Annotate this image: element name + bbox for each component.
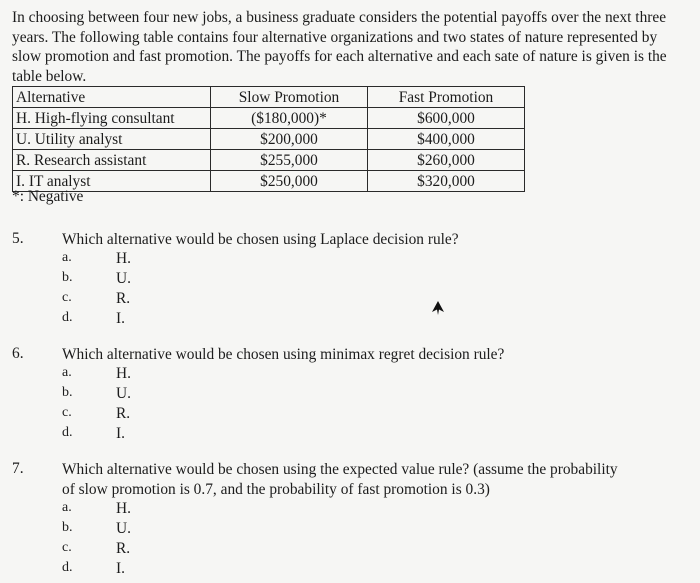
- option-d[interactable]: [62, 425, 182, 445]
- option-letter: d.: [62, 560, 73, 575]
- option-b[interactable]: [62, 385, 182, 405]
- payoff-table: [12, 86, 525, 192]
- cell-fast: $600,000: [368, 108, 525, 129]
- cell-slow: $255,000: [211, 150, 368, 171]
- option-value: U.: [116, 270, 131, 287]
- table-header-row: [13, 87, 525, 108]
- option-value: U.: [116, 385, 131, 402]
- option-letter: b.: [62, 385, 73, 400]
- option-value: I.: [116, 310, 125, 327]
- option-b[interactable]: [62, 270, 182, 290]
- cell-slow: $250,000: [211, 171, 368, 192]
- question-text: Which alternative would be chosen using Laplace decision rule?: [62, 231, 459, 248]
- option-letter: d.: [62, 310, 73, 325]
- option-d[interactable]: [62, 310, 182, 330]
- question-text: Which alternative would be chosen using minimax regret decision rule?: [62, 346, 505, 363]
- header-fast-promotion: Fast Promotion: [368, 87, 525, 108]
- intro-paragraph: In choosing between four new jobs, a business graduate considers the potential payoffs over the next three years. The following table contains four alternative organizations and two states of nature represented by slow promotion and fast promotion. The payoffs for each alternative and each sate of nature is given is the table below.: [12, 9, 667, 85]
- question-number: 6.: [12, 345, 24, 362]
- table-row: [13, 108, 525, 129]
- option-letter: c.: [62, 405, 72, 420]
- option-a[interactable]: [62, 500, 182, 520]
- option-letter: b.: [62, 520, 73, 535]
- question-number: 7.: [12, 460, 24, 477]
- option-b[interactable]: [62, 520, 182, 540]
- cell-alternative: I. IT analyst: [13, 171, 211, 192]
- option-letter: a.: [62, 365, 72, 380]
- question-text: Which alternative would be chosen using the expected value rule? (assume the probability of slow promotion is 0.7, and the probability of fast promotion is 0.3): [62, 461, 618, 498]
- option-letter: b.: [62, 270, 73, 285]
- option-value: R.: [116, 540, 131, 557]
- option-value: I.: [116, 560, 125, 577]
- option-c[interactable]: [62, 290, 182, 310]
- option-value: R.: [116, 290, 131, 307]
- cell-fast: $320,000: [368, 171, 525, 192]
- header-alternative: Alternative: [13, 87, 211, 108]
- footnote-negative: *: Negative: [12, 188, 84, 205]
- question-5: [12, 230, 692, 330]
- header-slow-promotion: Slow Promotion: [211, 87, 368, 108]
- option-value: R.: [116, 405, 131, 422]
- option-c[interactable]: [62, 540, 182, 560]
- cell-slow: $200,000: [211, 129, 368, 150]
- option-letter: a.: [62, 500, 72, 515]
- mouse-cursor-icon: [432, 301, 444, 315]
- option-letter: c.: [62, 290, 72, 305]
- table-row: [13, 150, 525, 171]
- cell-alternative: U. Utility analyst: [13, 129, 211, 150]
- option-letter: c.: [62, 540, 72, 555]
- question-6: [12, 345, 692, 445]
- option-value: H.: [116, 250, 131, 267]
- option-value: H.: [116, 500, 131, 517]
- table-row: [13, 171, 525, 192]
- option-letter: d.: [62, 425, 73, 440]
- cell-fast: $260,000: [368, 150, 525, 171]
- cell-alternative: R. Research assistant: [13, 150, 211, 171]
- table-row: [13, 129, 525, 150]
- cell-slow: ($180,000)*: [211, 108, 368, 129]
- question-number: 5.: [12, 230, 24, 247]
- option-letter: a.: [62, 250, 72, 265]
- option-a[interactable]: [62, 365, 182, 385]
- cell-alternative: H. High-flying consultant: [13, 108, 211, 129]
- option-a[interactable]: [62, 250, 182, 270]
- question-7: [12, 460, 692, 580]
- option-value: H.: [116, 365, 131, 382]
- option-value: I.: [116, 425, 125, 442]
- option-c[interactable]: [62, 405, 182, 425]
- option-d[interactable]: [62, 560, 182, 580]
- option-value: U.: [116, 520, 131, 537]
- cell-fast: $400,000: [368, 129, 525, 150]
